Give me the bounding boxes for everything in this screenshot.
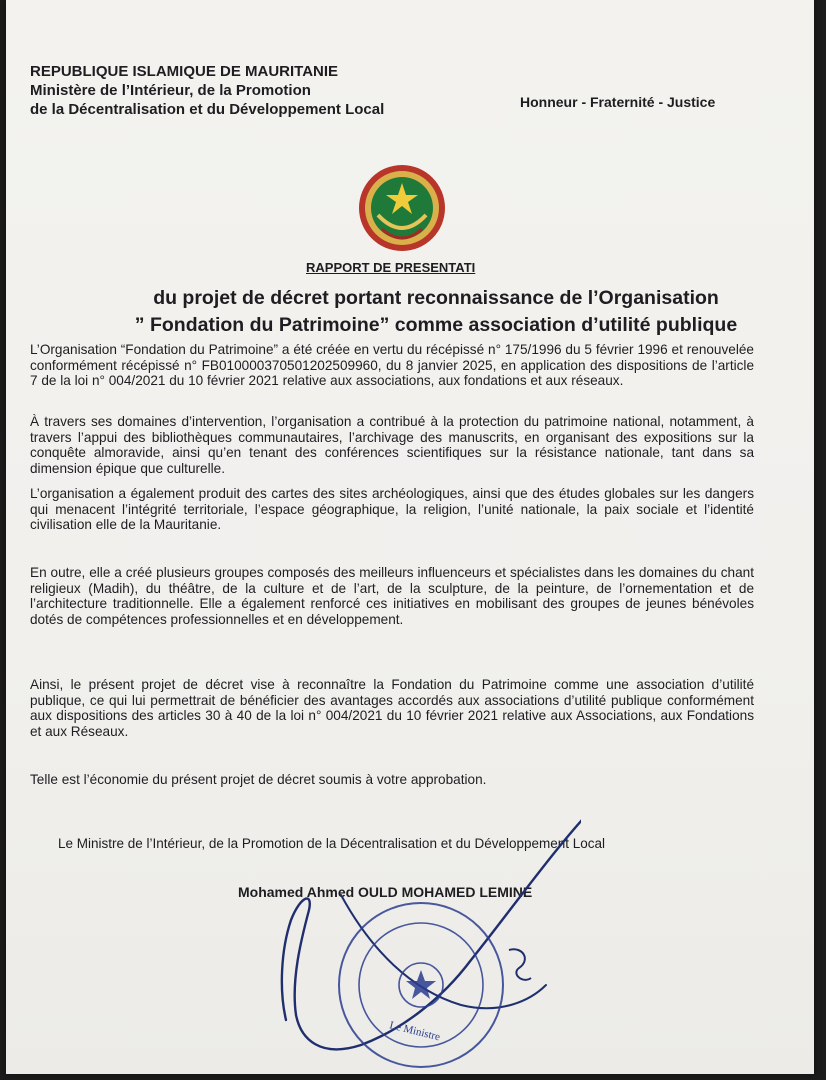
paragraph-1 bbox=[30, 342, 754, 389]
ministry-line-2: de la Décentralisation et du Développement Local bbox=[30, 101, 385, 118]
paragraph-5 bbox=[30, 677, 754, 740]
report-title bbox=[66, 285, 806, 339]
report-title-line-1: du projet de décret portant reconnaissance de l’Organisation bbox=[153, 287, 719, 309]
stamp-text: Le Ministre bbox=[388, 1019, 442, 1044]
signature-and-stamp bbox=[261, 800, 581, 1070]
minister-title: Le Ministre de l’Intérieur, de la Promotion de la Décentralisation et du Développement Local bbox=[58, 836, 606, 851]
national-motto: Honneur - Fraternité - Justice bbox=[520, 94, 716, 110]
header-left bbox=[30, 62, 450, 119]
report-title-line-2: ” Fondation du Patrimoine” comme association d’utilité publique bbox=[134, 314, 738, 336]
paragraph-3 bbox=[30, 486, 754, 533]
ministry-line-1: Ministère de l’Intérieur, de la Promotion bbox=[30, 82, 311, 99]
paragraph-1-text: L’Organisation “Fondation du Patrimoine” a été créée en vertu du récépissé n° 175/1996 du 5 février 1996 et renouvelée conformément récépissé n° FB010000370501202509960, du 8 janvier 2025, en application des dispositions de l’article 7 de la loi n° 004/2021 du 10 février 2021 relative aux associations, aux fondations et aux réseaux. bbox=[30, 342, 754, 389]
paragraph-4 bbox=[30, 565, 754, 628]
paragraph-2 bbox=[30, 414, 754, 477]
paragraph-3-text: L’organisation a également produit des cartes des sites archéologiques, ainsi que des études globales sur les dangers qui menacent l’intégrité territoriale, l’espace géographique, la religion, l’unité nationale, la paix sociale et l’identité civilisation elle de la Mauritanie. bbox=[30, 486, 754, 533]
report-heading: RAPPORT DE PRESENTATI bbox=[306, 260, 476, 275]
paragraph-4-text: En outre, elle a créé plusieurs groupes composés des meilleurs influenceurs et spécialistes dans les domaines du chant religieux (Madih), du théâtre, de la culture et de l’art, de la sculpture, de la peinture, de l’ornementation et de l’architecture traditionnelle. Elle a également renforcé ces initiatives en mobilisant des groupes de jeunes bénévoles dotés de compétences professionnelles et en développement. bbox=[30, 565, 754, 628]
paragraph-6-text: Telle est l’économie du présent projet de décret soumis à votre approbation. bbox=[30, 772, 487, 787]
paragraph-6 bbox=[30, 772, 754, 788]
coat-of-arms-emblem bbox=[358, 163, 446, 253]
minister-name: Mohamed Ahmed OULD MOHAMED LEMINE bbox=[238, 884, 533, 900]
paragraph-5-text: Ainsi, le présent projet de décret vise à reconnaître la Fondation du Patrimoine comme une association d’utilité publique, ce qui lui permettrait de bénéficier des avantages accordés aux associations d’utilité publique conformément aux dispositions des articles 30 à 40 de la loi n° 004/2021 du 10 février 2021 relative aux Associations, aux Fondations et aux Réseaux. bbox=[30, 677, 754, 740]
country-name: REPUBLIQUE ISLAMIQUE DE MAURITANIE bbox=[30, 63, 339, 80]
document-page bbox=[6, 0, 814, 1074]
paragraph-2-text: À travers ses domaines d’intervention, l’organisation a contribué à la protection du patrimoine national, notamment, à travers l’appui des bibliothèques communautaires, l’archivage des manuscrits, en organisant des expositions sur la conquête almoravide, ainsi qu’en tenant des conférences scientifiques sur la résistance nationale, tant dans sa dimension épique que culturelle. bbox=[30, 414, 754, 477]
